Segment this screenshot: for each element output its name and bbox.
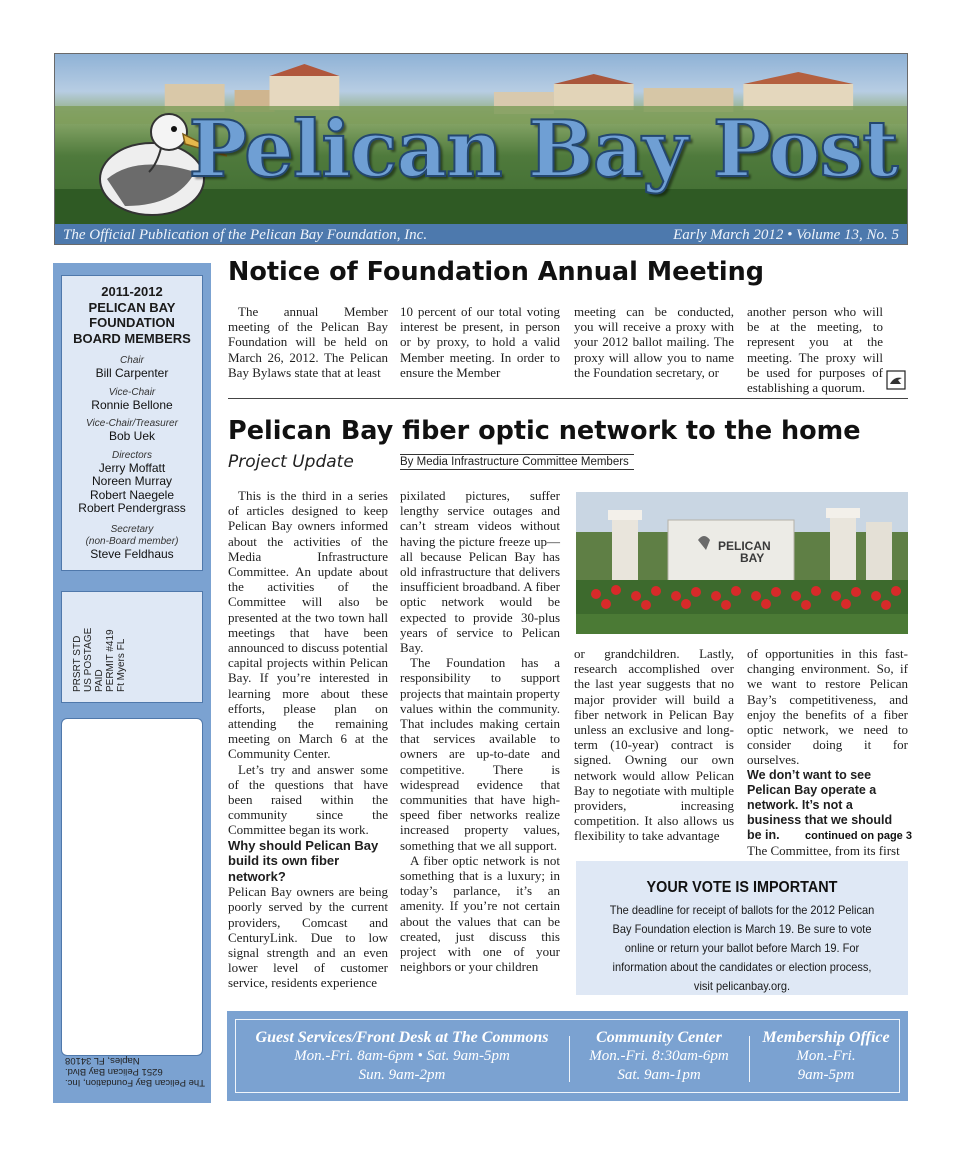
sign-text <box>718 540 771 564</box>
article-paragraph: The Foundation has a responsibility to support projects that maintain property values within the community. That includes making certain that services available to owners are up-to-date and competitive. There is widespread evidence that communities that have high-speed fiber networks realize increased property values, something that we all support. <box>400 655 560 853</box>
article-paragraph: of opportunities in this fast-changing environment. So, if we want to restore Pelican Bay’s competitiveness, and enjoy the benefits of a fiber optic network, we need to consider doing it for ourselves. <box>747 646 908 768</box>
sign-line: BAY <box>740 551 765 565</box>
article-paragraph: Let’s try and answer some of the questions that have been raised within the community since the Committee began its work. <box>228 761 388 838</box>
postage-line: PRSRT STD <box>72 635 83 692</box>
fiber-column-4 <box>747 646 908 858</box>
board-heading-line: PELICAN BAY <box>88 299 176 315</box>
membership-office-title: Membership Office <box>762 1029 890 1046</box>
hours-divider <box>749 1036 750 1082</box>
board-members-box <box>61 275 203 571</box>
membership-office-line: Mon.-Fri. <box>796 1048 856 1064</box>
director-name: Robert Pendergrass <box>78 501 186 515</box>
return-address-line: The Pelican Bay Foundation, Inc. <box>65 1077 205 1088</box>
article-paragraph: pixilated pictures, suffer lengthy service outages and can’t stream videos without having the picture freeze up—all because Pelican Bay has old infrastructure that delivers insufficient broadband. A fiber optic network would be expected to provide 30-plus years of service to Pelican Bay. <box>400 488 560 656</box>
sign-line: PELICAN <box>718 539 771 553</box>
notice-column-3 <box>574 304 734 380</box>
sidebar <box>53 263 211 1103</box>
board-heading-line: BOARD MEMBERS <box>73 330 191 346</box>
fiber-deck: Project Update <box>228 452 354 472</box>
article-paragraph: The Committee, from its first <box>747 842 900 858</box>
article-paragraph: This is the third in a series of articles designed to keep Pelican Bay owners informed about the activities of the Media Infrastructure Committee. An update about the activities of the Committee will also be presented at the two town hall meetings that have been announced to discuss potential capital projects within Pelican Bay. If you’re interested in learning more about these efforts, please plan on attending the remaining meeting on March 6 at the Community Center. <box>228 488 388 762</box>
notice-text: meeting can be conducted, you will receive a proxy with your 2012 ballot mailing. The proxy will allow you to name the Foundation secretary, or <box>574 304 734 380</box>
article-paragraph: Pelican Bay owners are being poorly served by the current providers, Comcast and CenturyLink. Due to low signal strength and an even lower level of customer service, residents experience <box>228 884 388 991</box>
director-name: Noreen Murray <box>91 474 173 488</box>
hours-bar <box>227 1011 908 1101</box>
article-paragraph: or grandchildren. Lastly, research accomplished over the last year suggests that no major provider will build a fiber network in Pelican Bay unless an exclusive and long-term (10-year) contract is signed. Owning our own network would allow Pelican Bay to negotiate with multiple providers, increasing competition. It also allows us flexibility to take advantage <box>574 646 734 844</box>
guest-services-hours <box>242 1028 562 1085</box>
notice-text: 10 percent of our total voting interest be present, in person or by proxy, to hold a valid Member meeting. In order to ensure the Member <box>400 304 560 380</box>
community-center-line: Mon.-Fri. 8:30am-6pm <box>589 1048 729 1064</box>
issue-info: Early March 2012 • Volume 13, No. 5 <box>673 227 899 243</box>
postage-line: US POSTAGE <box>83 627 94 692</box>
publication-subtitle: The Official Publication of the Pelican Bay Foundation, Inc. <box>63 227 428 243</box>
secretary-role: Secretary <box>110 523 154 535</box>
membership-office-line: 9am-5pm <box>797 1067 855 1083</box>
director-name: Robert Naegele <box>89 487 175 502</box>
directors-role: Directors <box>111 449 152 461</box>
postage-indicia <box>61 591 203 703</box>
vice-chair-name: Ronnie Bellone <box>91 397 173 412</box>
return-address <box>65 1055 205 1088</box>
community-center-hours <box>574 1028 744 1085</box>
notice-column-2 <box>400 304 560 380</box>
membership-office-hours <box>753 1028 899 1085</box>
article-emphasis: We don’t want to see Pelican Bay operate a network. It’s not a business that we should be in. <box>747 767 893 842</box>
return-address-line: 6251 Pelican Bay Blvd. <box>65 1066 163 1077</box>
chair-name: Bill Carpenter <box>95 366 169 380</box>
hours-divider <box>569 1036 570 1082</box>
fiber-column-3 <box>574 646 734 844</box>
postage-line: PAID <box>94 669 105 692</box>
fiber-headline: Pelican Bay fiber optic network to the home <box>228 416 861 446</box>
community-center-title: Community Center <box>596 1029 722 1046</box>
secretary-name: Steve Feldhaus <box>90 546 174 561</box>
secretary-note: (non-Board member) <box>85 535 179 547</box>
director-name: Jerry Moffatt <box>98 460 166 475</box>
vote-title: YOUR VOTE IS IMPORTANT <box>646 879 838 896</box>
board-heading-line: 2011-2012 <box>101 284 163 299</box>
notice-text: another person who will be at the meeting, to represent you at the meeting. The proxy will be used for purposes of establishing a quorum. <box>747 304 883 396</box>
article-paragraph: A fiber optic network is not something that is a luxury; in today’s parlance, it’s an amenity. If you’re not certain about the values that can be created, just discuss this project with one of your neighbors or your children <box>400 852 560 975</box>
vote-text: The deadline for receipt of ballots for the 2012 Pelican Bay Foundation election is March 19. Be sure to vote online or return your ballot before March 19. For information about the candidates or election process, visit pelicanbay.org. <box>609 903 875 993</box>
continued-link[interactable]: continued on page 3 <box>805 830 912 842</box>
fiber-byline: By Media Infrastructure Committee Members <box>400 454 634 470</box>
notice-column-4 <box>747 304 883 395</box>
guest-services-line: Mon.-Fri. 8am-6pm • Sat. 9am-5pm <box>294 1048 510 1064</box>
fiber-column-1 <box>228 488 388 991</box>
masthead-title: Pelican Bay Post <box>188 104 898 195</box>
vice-chair-role: Vice-Chair <box>108 386 156 398</box>
masthead <box>54 53 908 245</box>
vote-box <box>576 861 908 995</box>
postage-text <box>72 628 127 692</box>
return-address-line: Naples, FL 34108 <box>65 1055 140 1066</box>
hours-frame <box>235 1019 900 1093</box>
notice-text: The annual Member meeting of the Pelican Bay Foundation will be held on March 26, 2012. The Pelican Bay Bylaws state that at least <box>228 304 388 380</box>
chair-role: Chair <box>120 355 144 366</box>
fiber-column-2 <box>400 488 560 975</box>
notice-headline: Notice of Foundation Annual Meeting <box>228 257 765 287</box>
section-divider <box>228 398 908 399</box>
masthead-bar <box>55 224 907 245</box>
notice-column-1 <box>228 304 388 380</box>
guest-services-line: Sun. 9am-2pm <box>358 1067 446 1083</box>
community-center-line: Sat. 9am-1pm <box>617 1067 701 1083</box>
pelican-bay-sign-photo <box>576 492 908 634</box>
postage-line: PERMIT #419 <box>105 629 116 692</box>
article-subhead: Why should Pelican Bay build its own fiber network? <box>228 837 379 884</box>
end-mark-icon <box>886 370 906 390</box>
postage-line: Ft Myers FL <box>116 638 127 692</box>
guest-services-title: Guest Services/Front Desk at The Commons <box>255 1029 549 1046</box>
mailing-label-area <box>61 718 203 1056</box>
treasurer-name: Bob Uek <box>108 429 156 443</box>
board-heading-line: FOUNDATION <box>89 315 175 330</box>
treasurer-role: Vice-Chair/Treasurer <box>86 418 178 429</box>
